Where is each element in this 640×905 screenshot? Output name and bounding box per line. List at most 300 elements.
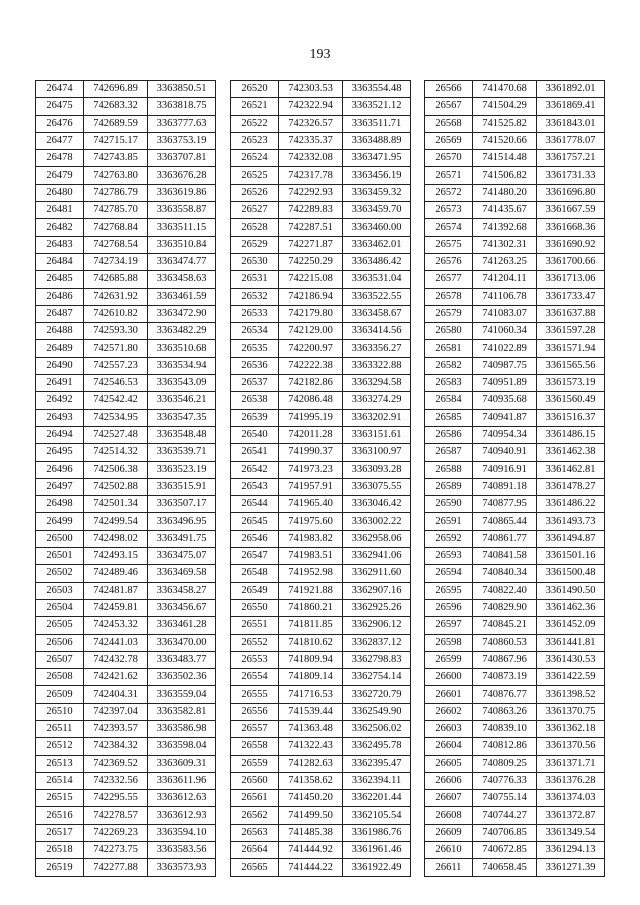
y-coordinate-cell: 3363202.91 xyxy=(343,409,411,426)
point-id-cell: 26532 xyxy=(231,288,279,305)
table-row xyxy=(231,634,411,651)
point-id-cell: 26556 xyxy=(231,703,279,720)
point-id-cell: 26592 xyxy=(425,530,473,547)
x-coordinate-cell: 742441.03 xyxy=(84,634,148,651)
table-row xyxy=(36,530,216,547)
x-coordinate-cell: 742222.38 xyxy=(279,357,343,374)
y-coordinate-cell: 3361372.87 xyxy=(537,807,605,824)
x-coordinate-cell: 740839.10 xyxy=(473,720,537,737)
table-row xyxy=(425,548,605,565)
x-coordinate-cell: 740891.18 xyxy=(473,478,537,495)
point-id-cell: 26597 xyxy=(425,617,473,634)
point-id-cell: 26503 xyxy=(36,582,84,599)
y-coordinate-cell: 3363482.29 xyxy=(148,323,216,340)
y-coordinate-cell: 3363582.81 xyxy=(148,703,216,720)
y-coordinate-cell: 3361922.49 xyxy=(343,859,411,876)
y-coordinate-cell: 3363777.63 xyxy=(148,115,216,132)
point-id-cell: 26574 xyxy=(425,219,473,236)
point-id-cell: 26605 xyxy=(425,755,473,772)
x-coordinate-cell: 741504.29 xyxy=(473,98,537,115)
table-row xyxy=(36,305,216,322)
point-id-cell: 26579 xyxy=(425,305,473,322)
y-coordinate-cell: 3361441.81 xyxy=(537,634,605,651)
y-coordinate-cell: 3363496.95 xyxy=(148,513,216,530)
y-coordinate-cell: 3363707.81 xyxy=(148,150,216,167)
table-row xyxy=(36,202,216,219)
x-coordinate-cell: 740873.19 xyxy=(473,669,537,686)
point-id-cell: 26546 xyxy=(231,530,279,547)
y-coordinate-cell: 3361349.54 xyxy=(537,824,605,841)
y-coordinate-cell: 3363539.71 xyxy=(148,444,216,461)
table-row xyxy=(36,807,216,824)
point-id-cell: 26587 xyxy=(425,444,473,461)
point-id-cell: 26536 xyxy=(231,357,279,374)
x-coordinate-cell: 742546.53 xyxy=(84,375,148,392)
y-coordinate-cell: 3363093.28 xyxy=(343,461,411,478)
table-row xyxy=(231,478,411,495)
y-coordinate-cell: 3361571.94 xyxy=(537,340,605,357)
x-coordinate-cell: 742179.80 xyxy=(279,305,343,322)
table-row xyxy=(425,253,605,270)
x-coordinate-cell: 740861.77 xyxy=(473,530,537,547)
point-id-cell: 26554 xyxy=(231,669,279,686)
x-coordinate-cell: 740940.91 xyxy=(473,444,537,461)
y-coordinate-cell: 3362906.12 xyxy=(343,617,411,634)
x-coordinate-cell: 742292.93 xyxy=(279,184,343,201)
x-coordinate-cell: 741990.37 xyxy=(279,444,343,461)
point-id-cell: 26594 xyxy=(425,565,473,582)
y-coordinate-cell: 3363548.48 xyxy=(148,426,216,443)
table-row xyxy=(425,81,605,98)
point-id-cell: 26583 xyxy=(425,375,473,392)
x-coordinate-cell: 741302.31 xyxy=(473,236,537,253)
table-row xyxy=(231,530,411,547)
x-coordinate-cell: 740812.86 xyxy=(473,738,537,755)
x-coordinate-cell: 740876.77 xyxy=(473,686,537,703)
x-coordinate-cell: 742326.57 xyxy=(279,115,343,132)
y-coordinate-cell: 3361462.81 xyxy=(537,461,605,478)
point-id-cell: 26485 xyxy=(36,271,84,288)
x-coordinate-cell: 742534.95 xyxy=(84,409,148,426)
point-id-cell: 26501 xyxy=(36,548,84,565)
table-row xyxy=(36,738,216,755)
point-id-cell: 26541 xyxy=(231,444,279,461)
x-coordinate-cell: 741106.78 xyxy=(473,288,537,305)
point-id-cell: 26599 xyxy=(425,651,473,668)
y-coordinate-cell: 3361462.36 xyxy=(537,599,605,616)
y-coordinate-cell: 3363507.17 xyxy=(148,496,216,513)
x-coordinate-cell: 742763.80 xyxy=(84,167,148,184)
table-row xyxy=(231,651,411,668)
y-coordinate-cell: 3363456.67 xyxy=(148,599,216,616)
y-coordinate-cell: 3362925.26 xyxy=(343,599,411,616)
x-coordinate-cell: 740865.44 xyxy=(473,513,537,530)
x-coordinate-cell: 742384.32 xyxy=(84,738,148,755)
table-row xyxy=(425,288,605,305)
point-id-cell: 26500 xyxy=(36,530,84,547)
x-coordinate-cell: 742215.08 xyxy=(279,271,343,288)
x-coordinate-cell: 741973.23 xyxy=(279,461,343,478)
x-coordinate-cell: 742734.19 xyxy=(84,253,148,270)
point-id-cell: 26549 xyxy=(231,582,279,599)
x-coordinate-cell: 742768.54 xyxy=(84,236,148,253)
y-coordinate-cell: 3363531.04 xyxy=(343,271,411,288)
x-coordinate-cell: 741444.22 xyxy=(279,859,343,876)
point-id-cell: 26506 xyxy=(36,634,84,651)
table-row xyxy=(36,184,216,201)
x-coordinate-cell: 742715.17 xyxy=(84,132,148,149)
x-coordinate-cell: 740935.68 xyxy=(473,392,537,409)
x-coordinate-cell: 742499.54 xyxy=(84,513,148,530)
table-row xyxy=(36,651,216,668)
y-coordinate-cell: 3363460.00 xyxy=(343,219,411,236)
y-coordinate-cell: 3363511.15 xyxy=(148,219,216,236)
x-coordinate-cell: 741860.21 xyxy=(279,599,343,616)
point-id-cell: 26509 xyxy=(36,686,84,703)
table-row xyxy=(36,392,216,409)
point-id-cell: 26508 xyxy=(36,669,84,686)
point-id-cell: 26601 xyxy=(425,686,473,703)
point-id-cell: 26516 xyxy=(36,807,84,824)
x-coordinate-cell: 742335.37 xyxy=(279,132,343,149)
table-row xyxy=(231,513,411,530)
y-coordinate-cell: 3362495.78 xyxy=(343,738,411,755)
y-coordinate-cell: 3363462.01 xyxy=(343,236,411,253)
point-id-cell: 26530 xyxy=(231,253,279,270)
table-row xyxy=(425,530,605,547)
table-row xyxy=(231,115,411,132)
table-row xyxy=(425,807,605,824)
table-row xyxy=(425,409,605,426)
point-id-cell: 26557 xyxy=(231,720,279,737)
point-id-cell: 26521 xyxy=(231,98,279,115)
point-id-cell: 26489 xyxy=(36,340,84,357)
table-row xyxy=(425,565,605,582)
y-coordinate-cell: 3362394.11 xyxy=(343,772,411,789)
table-row xyxy=(36,478,216,495)
y-coordinate-cell: 3363461.59 xyxy=(148,288,216,305)
y-coordinate-cell: 3363458.27 xyxy=(148,582,216,599)
x-coordinate-cell: 741470.68 xyxy=(473,81,537,98)
point-id-cell: 26609 xyxy=(425,824,473,841)
x-coordinate-cell: 741957.91 xyxy=(279,478,343,495)
y-coordinate-cell: 3363474.77 xyxy=(148,253,216,270)
x-coordinate-cell: 741450.20 xyxy=(279,790,343,807)
x-coordinate-cell: 742129.00 xyxy=(279,323,343,340)
coordinate-table-left xyxy=(35,80,216,877)
table-row xyxy=(231,409,411,426)
point-id-cell: 26492 xyxy=(36,392,84,409)
x-coordinate-cell: 742557.23 xyxy=(84,357,148,374)
x-coordinate-cell: 741525.82 xyxy=(473,115,537,132)
point-id-cell: 26610 xyxy=(425,842,473,859)
table-row xyxy=(36,461,216,478)
x-coordinate-cell: 742502.88 xyxy=(84,478,148,495)
point-id-cell: 26535 xyxy=(231,340,279,357)
x-coordinate-cell: 741716.53 xyxy=(279,686,343,703)
y-coordinate-cell: 3362506.02 xyxy=(343,720,411,737)
table-row xyxy=(36,755,216,772)
table-row xyxy=(425,340,605,357)
y-coordinate-cell: 3361362.18 xyxy=(537,720,605,737)
point-id-cell: 26558 xyxy=(231,738,279,755)
point-id-cell: 26563 xyxy=(231,824,279,841)
table-row xyxy=(425,375,605,392)
point-id-cell: 26534 xyxy=(231,323,279,340)
table-row xyxy=(231,167,411,184)
y-coordinate-cell: 3361757.21 xyxy=(537,150,605,167)
y-coordinate-cell: 3363511.71 xyxy=(343,115,411,132)
table-row xyxy=(36,357,216,374)
table-row xyxy=(36,582,216,599)
point-id-cell: 26585 xyxy=(425,409,473,426)
y-coordinate-cell: 3363612.93 xyxy=(148,807,216,824)
point-id-cell: 26523 xyxy=(231,132,279,149)
x-coordinate-cell: 741809.14 xyxy=(279,669,343,686)
point-id-cell: 26606 xyxy=(425,772,473,789)
table-row xyxy=(425,426,605,443)
point-id-cell: 26545 xyxy=(231,513,279,530)
x-coordinate-cell: 742481.87 xyxy=(84,582,148,599)
table-row xyxy=(231,599,411,616)
x-coordinate-cell: 742421.62 xyxy=(84,669,148,686)
point-id-cell: 26561 xyxy=(231,790,279,807)
table-row xyxy=(425,842,605,859)
y-coordinate-cell: 3361667.59 xyxy=(537,202,605,219)
y-coordinate-cell: 3361494.87 xyxy=(537,530,605,547)
y-coordinate-cell: 3361690.92 xyxy=(537,236,605,253)
point-id-cell: 26486 xyxy=(36,288,84,305)
table-row xyxy=(231,219,411,236)
x-coordinate-cell: 742277.88 xyxy=(84,859,148,876)
point-id-cell: 26608 xyxy=(425,807,473,824)
point-id-cell: 26481 xyxy=(36,202,84,219)
table-row xyxy=(231,253,411,270)
point-id-cell: 26504 xyxy=(36,599,84,616)
point-id-cell: 26496 xyxy=(36,461,84,478)
point-id-cell: 26543 xyxy=(231,478,279,495)
y-coordinate-cell: 3363586.98 xyxy=(148,720,216,737)
y-coordinate-cell: 3363521.12 xyxy=(343,98,411,115)
table-row xyxy=(36,150,216,167)
x-coordinate-cell: 741444.92 xyxy=(279,842,343,859)
table-row xyxy=(425,599,605,616)
point-id-cell: 26480 xyxy=(36,184,84,201)
table-row xyxy=(36,790,216,807)
point-id-cell: 26502 xyxy=(36,565,84,582)
y-coordinate-cell: 3362201.44 xyxy=(343,790,411,807)
point-id-cell: 26519 xyxy=(36,859,84,876)
table-row xyxy=(425,305,605,322)
x-coordinate-cell: 741983.82 xyxy=(279,530,343,547)
x-coordinate-cell: 742527.48 xyxy=(84,426,148,443)
table-row xyxy=(231,288,411,305)
y-coordinate-cell: 3363583.56 xyxy=(148,842,216,859)
table-row xyxy=(425,202,605,219)
point-id-cell: 26603 xyxy=(425,720,473,737)
y-coordinate-cell: 3361668.36 xyxy=(537,219,605,236)
x-coordinate-cell: 741358.62 xyxy=(279,772,343,789)
x-coordinate-cell: 741282.63 xyxy=(279,755,343,772)
table-row xyxy=(231,392,411,409)
y-coordinate-cell: 3363523.19 xyxy=(148,461,216,478)
y-coordinate-cell: 3363475.07 xyxy=(148,548,216,565)
table-row xyxy=(425,617,605,634)
point-id-cell: 26499 xyxy=(36,513,84,530)
y-coordinate-cell: 3362395.47 xyxy=(343,755,411,772)
table-row xyxy=(36,409,216,426)
point-id-cell: 26591 xyxy=(425,513,473,530)
table-row xyxy=(425,132,605,149)
x-coordinate-cell: 740658.45 xyxy=(473,859,537,876)
y-coordinate-cell: 3363502.36 xyxy=(148,669,216,686)
x-coordinate-cell: 742369.52 xyxy=(84,755,148,772)
point-id-cell: 26487 xyxy=(36,305,84,322)
table-row xyxy=(425,686,605,703)
table-row xyxy=(425,478,605,495)
table-row xyxy=(36,340,216,357)
y-coordinate-cell: 3362105.54 xyxy=(343,807,411,824)
x-coordinate-cell: 741995.19 xyxy=(279,409,343,426)
point-id-cell: 26576 xyxy=(425,253,473,270)
point-id-cell: 26522 xyxy=(231,115,279,132)
point-id-cell: 26488 xyxy=(36,323,84,340)
x-coordinate-cell: 740987.75 xyxy=(473,357,537,374)
y-coordinate-cell: 3363469.58 xyxy=(148,565,216,582)
point-id-cell: 26527 xyxy=(231,202,279,219)
point-id-cell: 26580 xyxy=(425,323,473,340)
point-id-cell: 26531 xyxy=(231,271,279,288)
table-row xyxy=(36,288,216,305)
table-row xyxy=(231,617,411,634)
point-id-cell: 26568 xyxy=(425,115,473,132)
x-coordinate-cell: 740744.27 xyxy=(473,807,537,824)
y-coordinate-cell: 3363483.77 xyxy=(148,651,216,668)
x-coordinate-cell: 742493.15 xyxy=(84,548,148,565)
table-row xyxy=(36,426,216,443)
point-id-cell: 26517 xyxy=(36,824,84,841)
x-coordinate-cell: 741506.82 xyxy=(473,167,537,184)
table-row xyxy=(231,323,411,340)
table-row xyxy=(36,219,216,236)
y-coordinate-cell: 3363472.90 xyxy=(148,305,216,322)
x-coordinate-cell: 740877.95 xyxy=(473,496,537,513)
coordinate-table-right xyxy=(424,80,605,877)
y-coordinate-cell: 3363002.22 xyxy=(343,513,411,530)
table-row xyxy=(231,772,411,789)
y-coordinate-cell: 3363486.42 xyxy=(343,253,411,270)
table-row xyxy=(231,824,411,841)
point-id-cell: 26477 xyxy=(36,132,84,149)
table-row xyxy=(36,599,216,616)
y-coordinate-cell: 3363488.89 xyxy=(343,132,411,149)
table-row xyxy=(36,703,216,720)
point-id-cell: 26479 xyxy=(36,167,84,184)
y-coordinate-cell: 3362720.79 xyxy=(343,686,411,703)
x-coordinate-cell: 740706.85 xyxy=(473,824,537,841)
point-id-cell: 26510 xyxy=(36,703,84,720)
table-row xyxy=(36,842,216,859)
point-id-cell: 26564 xyxy=(231,842,279,859)
x-coordinate-cell: 742683.32 xyxy=(84,98,148,115)
x-coordinate-cell: 741263.25 xyxy=(473,253,537,270)
x-coordinate-cell: 742271.87 xyxy=(279,236,343,253)
x-coordinate-cell: 742250.29 xyxy=(279,253,343,270)
table-row xyxy=(36,98,216,115)
x-coordinate-cell: 741392.68 xyxy=(473,219,537,236)
y-coordinate-cell: 3361370.56 xyxy=(537,738,605,755)
point-id-cell: 26542 xyxy=(231,461,279,478)
table-row xyxy=(231,582,411,599)
x-coordinate-cell: 740841.58 xyxy=(473,548,537,565)
coordinate-table-middle xyxy=(230,80,411,877)
y-coordinate-cell: 3363294.58 xyxy=(343,375,411,392)
y-coordinate-cell: 3361713.06 xyxy=(537,271,605,288)
table-row xyxy=(425,824,605,841)
x-coordinate-cell: 742397.04 xyxy=(84,703,148,720)
x-coordinate-cell: 742514.32 xyxy=(84,444,148,461)
y-coordinate-cell: 3363458.67 xyxy=(343,305,411,322)
table-row xyxy=(425,772,605,789)
table-row xyxy=(231,859,411,876)
x-coordinate-cell: 742317.78 xyxy=(279,167,343,184)
y-coordinate-cell: 3361961.46 xyxy=(343,842,411,859)
point-id-cell: 26544 xyxy=(231,496,279,513)
y-coordinate-cell: 3361637.88 xyxy=(537,305,605,322)
point-id-cell: 26514 xyxy=(36,772,84,789)
x-coordinate-cell: 742011.28 xyxy=(279,426,343,443)
point-id-cell: 26571 xyxy=(425,167,473,184)
point-id-cell: 26513 xyxy=(36,755,84,772)
point-id-cell: 26573 xyxy=(425,202,473,219)
x-coordinate-cell: 741983.51 xyxy=(279,548,343,565)
table-row xyxy=(36,323,216,340)
y-coordinate-cell: 3361516.37 xyxy=(537,409,605,426)
y-coordinate-cell: 3361493.73 xyxy=(537,513,605,530)
point-id-cell: 26565 xyxy=(231,859,279,876)
x-coordinate-cell: 741811.85 xyxy=(279,617,343,634)
x-coordinate-cell: 742768.84 xyxy=(84,219,148,236)
y-coordinate-cell: 3363075.55 xyxy=(343,478,411,495)
table-row xyxy=(425,98,605,115)
point-id-cell: 26581 xyxy=(425,340,473,357)
x-coordinate-cell: 741322.43 xyxy=(279,738,343,755)
point-id-cell: 26497 xyxy=(36,478,84,495)
point-id-cell: 26569 xyxy=(425,132,473,149)
y-coordinate-cell: 3363322.88 xyxy=(343,357,411,374)
table-row xyxy=(231,426,411,443)
point-id-cell: 26528 xyxy=(231,219,279,236)
point-id-cell: 26600 xyxy=(425,669,473,686)
table-row xyxy=(231,548,411,565)
table-row xyxy=(36,236,216,253)
table-row xyxy=(425,167,605,184)
point-id-cell: 26553 xyxy=(231,651,279,668)
y-coordinate-cell: 3363456.19 xyxy=(343,167,411,184)
y-coordinate-cell: 3361486.15 xyxy=(537,426,605,443)
x-coordinate-cell: 742786.79 xyxy=(84,184,148,201)
table-row xyxy=(425,150,605,167)
x-coordinate-cell: 740672.85 xyxy=(473,842,537,859)
table-row xyxy=(425,720,605,737)
x-coordinate-cell: 742689.59 xyxy=(84,115,148,132)
y-coordinate-cell: 3361501.16 xyxy=(537,548,605,565)
x-coordinate-cell: 742571.80 xyxy=(84,340,148,357)
table-row xyxy=(36,617,216,634)
point-id-cell: 26540 xyxy=(231,426,279,443)
x-coordinate-cell: 741952.98 xyxy=(279,565,343,582)
point-id-cell: 26475 xyxy=(36,98,84,115)
